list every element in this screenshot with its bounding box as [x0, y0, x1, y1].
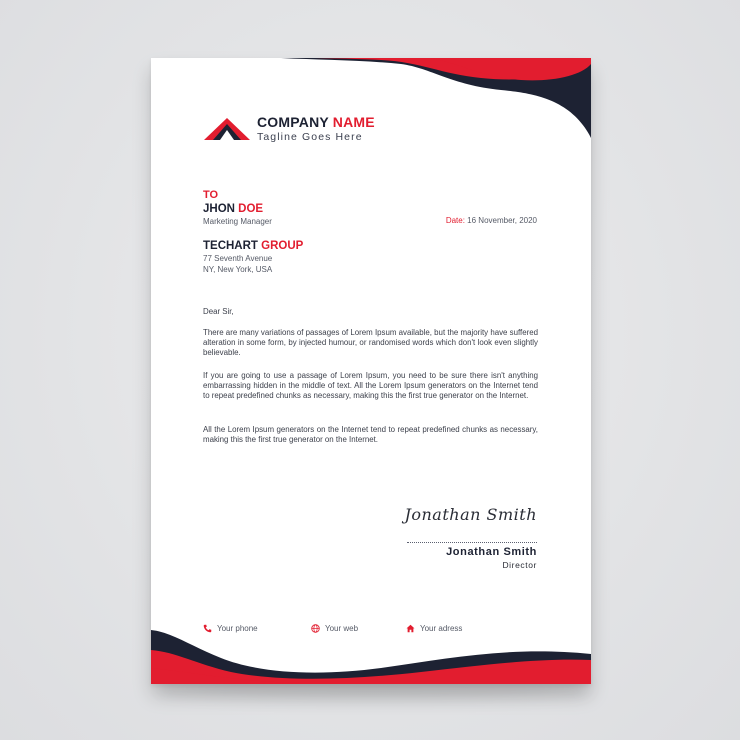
company-name-part1: COMPANY: [257, 114, 329, 130]
paragraph-1: There are many variations of passages of Lorem Ipsum available, but the majority have suffered alteration in some form, by injected humour, or randomised words which don't look even slightly believable.: [203, 328, 538, 358]
handwritten-signature: Jonathan Smith: [404, 505, 537, 524]
signer-title: Director: [502, 560, 537, 570]
contact-web-label: Your web: [325, 624, 359, 633]
letter-date: [446, 216, 537, 225]
company-name-part2: NAME: [332, 114, 375, 130]
salutation: Dear Sir,: [203, 307, 234, 316]
signer-name: Jonathan Smith: [446, 546, 537, 558]
recipient-name: [203, 203, 263, 215]
contact-address-label: Your adress: [420, 624, 463, 633]
paragraph-3: All the Lorem Ipsum generators on the Internet tend to repeat predefined chunks as necessary, making this the first true generator on the Internet.: [203, 425, 538, 445]
globe-icon: [311, 624, 320, 633]
paragraph-2: If you are going to use a passage of Lorem Ipsum, you need to be sure there isn't anything embarrassing hidden in the middle of text. All the Lorem Ipsum generators on the Internet tend to repeat predefined chunks as necessary, making this the first true generator on the Internet.: [203, 371, 538, 401]
address-line-2: NY, New York, USA: [203, 265, 273, 274]
bottom-wave-decoration: [151, 628, 591, 684]
recipient-first-name: JHON: [203, 203, 235, 215]
date-value: 16 November, 2020: [467, 216, 537, 225]
to-label: TO: [203, 189, 219, 201]
recipient-position: Marketing Manager: [203, 217, 272, 226]
logo-mountain-icon: [203, 117, 251, 141]
company-name: [257, 114, 375, 130]
signature-line: [407, 542, 537, 543]
organization-part1: TECHART: [203, 240, 258, 252]
address-line-1: 77 Seventh Avenue: [203, 254, 273, 263]
contact-phone: [203, 624, 258, 633]
home-icon: [406, 624, 415, 633]
organization-name: [203, 240, 303, 252]
recipient-last-name: DOE: [238, 203, 264, 215]
phone-icon: [203, 624, 212, 633]
contact-address: [406, 624, 462, 633]
letterhead-page: [151, 58, 591, 684]
organization-part2: GROUP: [261, 240, 304, 252]
contact-phone-label: Your phone: [217, 624, 258, 633]
date-label: Date:: [445, 216, 465, 225]
tagline: Tagline Goes Here: [257, 131, 363, 143]
contact-web: [311, 624, 358, 633]
